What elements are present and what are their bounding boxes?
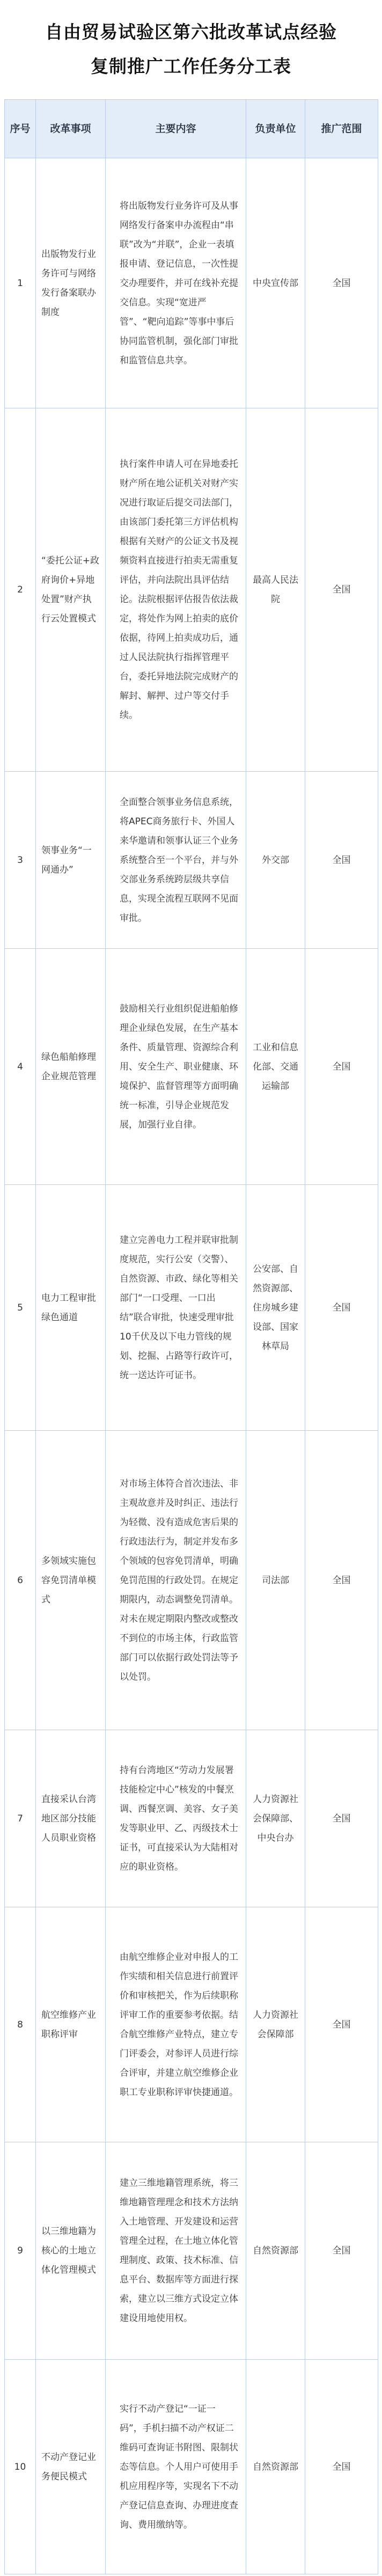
- cell-item: 不动产登记业务便民模式: [36, 2360, 106, 2574]
- cell-content: 鼓励相关行业组织促进船舶修理企业绿色发展，在生产基本条件、质量管理、资源综合利用、安全生产、职业健康、环境保护、监督管理等方面明确统一标准，引导企业规范发展，加强行业自律。: [106, 949, 246, 1185]
- cell-content: 执行案件申请人可在异地委托财产所在地公证机关对财产实况进行取证后提交司法部门，由该部门委托第三方评估机构根据有关财产的公证文书及视频资料直接进行拍卖无需重复评估，并向法院出具评估结论。法院根据评估报告依法裁定，将处作为网上拍卖的底价依据，待网上拍卖成功后，通过人民法院执行指挥管理平台，委托异地法院完成财产的解封、解押、过户等交付手续。: [106, 408, 246, 772]
- cell-content: 将出版物发行业务许可及从事网络发行备案申办流程由“串联”改为“并联”，企业一表填报申请、登记信息，一次性提交办理要件，并可在线补充提交信息。实现“宽进严管”、“靶向追踪”等事中事后协同监管机制，强化部门审批和监管信息共享。: [106, 158, 246, 408]
- header-no: 序号: [5, 100, 36, 158]
- cell-dept: 自然资源部: [246, 2142, 305, 2360]
- cell-dept: 人力资源社会保障部、中央台办: [246, 1730, 305, 1907]
- header-dept: 负责单位: [246, 100, 305, 158]
- cell-dept: 外交部: [246, 772, 305, 949]
- cell-no: 7: [5, 1730, 36, 1907]
- cell-no: 3: [5, 772, 36, 949]
- cell-item: 出版物发行业务许可与网络发行备案联办制度: [36, 158, 106, 408]
- cell-item: 绿色船舶修理企业规范管理: [36, 949, 106, 1185]
- cell-no: 8: [5, 1907, 36, 2142]
- cell-item: 以三维地籍为核心的土地立体化管理模式: [36, 2142, 106, 2360]
- cell-scope: 全国: [305, 408, 378, 772]
- cell-dept: 公安部、自然资源部、住房城乡建设部、国家林草局: [246, 1185, 305, 1431]
- cell-no: 10: [5, 2360, 36, 2574]
- header-scope: 推广范围: [305, 100, 378, 158]
- cell-item: 多领域实施包容免罚清单模式: [36, 1431, 106, 1730]
- table-row: [5, 2142, 378, 2360]
- cell-no: 1: [5, 158, 36, 408]
- cell-scope: 全国: [305, 1907, 378, 2142]
- document-title: [0, 15, 382, 84]
- cell-item: 直接采认台湾地区部分技能人员职业资格: [36, 1730, 106, 1907]
- cell-scope: 全国: [305, 2360, 378, 2574]
- cell-content: 持有台湾地区“劳动力发展署技能检定中心”核发的中餐烹调、西餐烹调、美容、女子美发等职业甲、乙、丙级技术士证书，可直接采认为大陆相对应的职业资格。: [106, 1730, 246, 1907]
- cell-item: 航空维修产业职称评审: [36, 1907, 106, 2142]
- table-row: [5, 1431, 378, 1730]
- table-row: [5, 772, 378, 949]
- cell-no: 9: [5, 2142, 36, 2360]
- cell-item: 领事业务“一网通办”: [36, 772, 106, 949]
- cell-dept: 中央宣传部: [246, 158, 305, 408]
- cell-scope: 全国: [305, 158, 378, 408]
- cell-scope: 全国: [305, 949, 378, 1185]
- cell-dept: 自然资源部: [246, 2360, 305, 2574]
- table-row: [5, 1185, 378, 1431]
- cell-scope: 全国: [305, 1730, 378, 1907]
- cell-scope: 全国: [305, 1185, 378, 1431]
- cell-item: 电力工程审批绿色通道: [36, 1185, 106, 1431]
- cell-scope: 全国: [305, 1431, 378, 1730]
- table-row: [5, 1730, 378, 1907]
- cell-scope: 全国: [305, 2142, 378, 2360]
- table-row: [5, 1907, 378, 2142]
- table-row: [5, 408, 378, 772]
- cell-dept: 工业和信息化部、交通运输部: [246, 949, 305, 1185]
- title-line-2: 复制推广工作任务分工表: [91, 56, 291, 77]
- cell-no: 6: [5, 1431, 36, 1730]
- header-item: 改革事项: [36, 100, 106, 158]
- cell-content: 全面整合领事业务信息系统，将APEC商务旅行卡、外国人来华邀请和领事认证三个业务系统整合至一个平台，并与外交部业务系统跨层级共享信息，实现全流程互联网不见面审批。: [106, 772, 246, 949]
- cell-content: 由航空维修企业对申报人的工作实绩和相关信息进行前置评价和审核把关，作为后续职称评审工作的重要参考依据。结合航空维修产业特点，建立专门评委会，对参评人员进行综合评审，并建立航空维修企业职工专业职称评审快捷通道。: [106, 1907, 246, 2142]
- cell-dept: 最高人民法院: [246, 408, 305, 772]
- cell-item: “委托公证+政府询价+异地处置”财产执行云处置模式: [36, 408, 106, 772]
- cell-content: 对市场主体符合首次违法、非主观故意并及时纠正、违法行为轻微、没有造成危害后果的行政违法行为，制定并发布多个领域的包容免罚清单，明确免罚范围的行政处罚。在规定期限内，动态调整免罚清单。对未在规定期限内整改或整改不到位的市场主体，行政监管部门可以依据行政处罚法等予以处罚。: [106, 1431, 246, 1730]
- cell-no: 2: [5, 408, 36, 772]
- table-row: [5, 2360, 378, 2574]
- cell-content: 实行不动产登记“一证一码”，手机扫描不动产权证二维码可查询证书附图、限制状态等信息。个人用户可使用手机应用程序等，实现名下不动产登记信息查询、办理进度查询、费用缴纳等。: [106, 2360, 246, 2574]
- cell-dept: 人力资源社会保障部: [246, 1907, 305, 2142]
- table-row: [5, 158, 378, 408]
- table-row: [5, 949, 378, 1185]
- cell-dept: 司法部: [246, 1431, 305, 1730]
- cell-scope: 全国: [305, 772, 378, 949]
- title-line-1: 自由贸易试验区第六批改革试点经验: [45, 21, 337, 42]
- table-header-row: [5, 100, 378, 158]
- cell-no: 5: [5, 1185, 36, 1431]
- cell-content: 建立完善电力工程并联审批制度规范，实行公安（交警）、自然资源、市政、绿化等相关部门“一口受理、一口出结”联合审批，快速受理审批10千伏及以下电力管线的规划、挖掘、占路等行政许可，统一送达许可证书。: [106, 1185, 246, 1431]
- task-table: [4, 99, 378, 2574]
- cell-content: 建立三维地籍管理系统，将三维地籍管理理念和技术方法纳入土地管理、开发建设和运营管理全过程，在土地立体化管理制度、政策、技术标准、信息平台、数据库等方面进行探索，建立以三维方式设定立体建设用地使用权。: [106, 2142, 246, 2360]
- cell-no: 4: [5, 949, 36, 1185]
- header-content: 主要内容: [106, 100, 246, 158]
